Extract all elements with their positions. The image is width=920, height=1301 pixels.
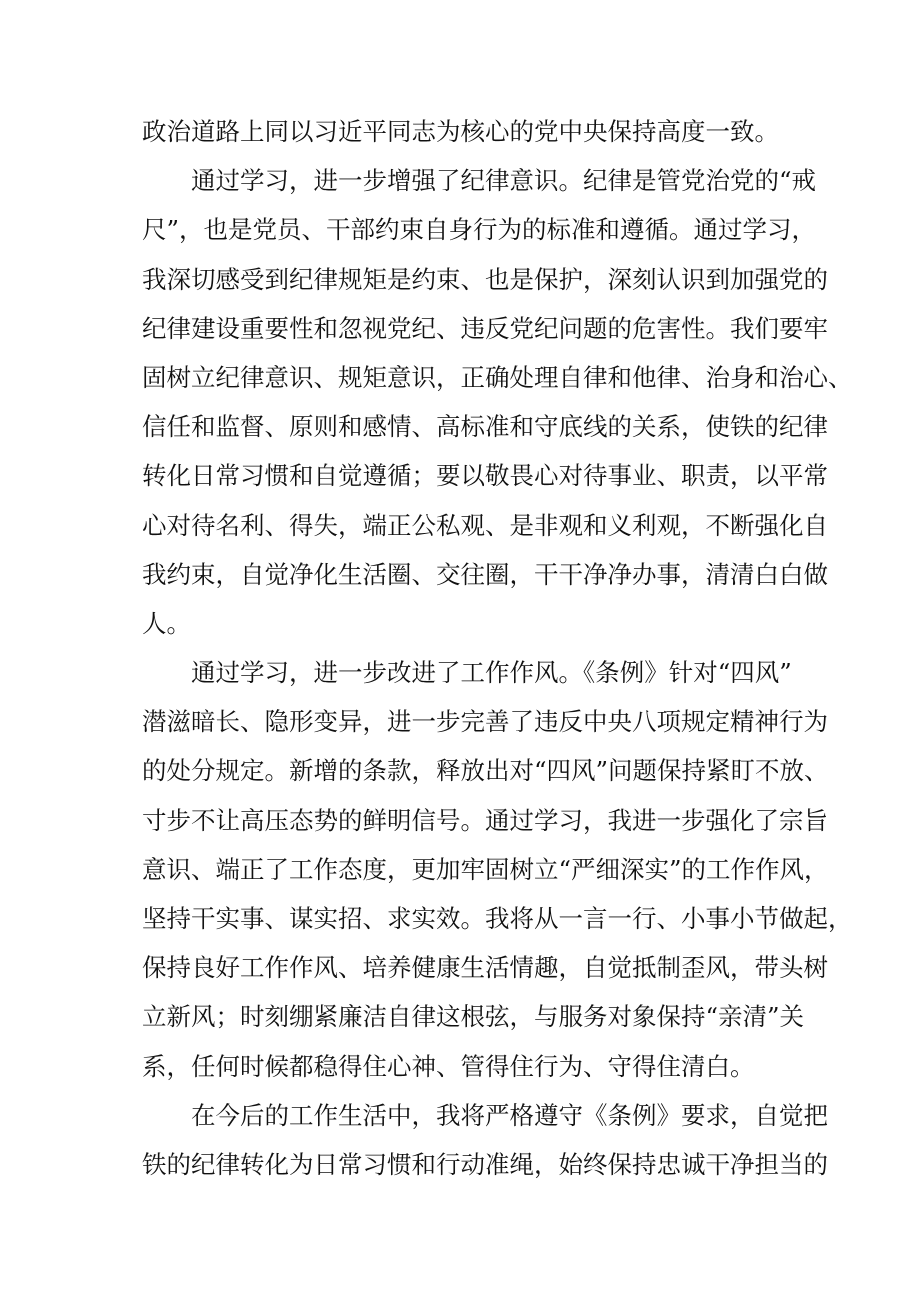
paragraph-line: 固树立纪律意识、规矩意识，正确处理自律和他律、治身和治心、 [142, 362, 853, 392]
paragraph-line: 通过学习，进一步改进了工作作风。《条例》针对“四风” [191, 658, 792, 688]
paragraph-line: 政治道路上同以习近平同志为核心的党中央保持高度一致。 [142, 117, 779, 146]
paragraph-line: 系，任何时候都稳得住心神、管得住行为、守得住清白。 [142, 1051, 755, 1081]
paragraph-line: 转化日常习惯和自觉遵循；要以敬畏心对待事业、职责，以平常 [142, 461, 828, 491]
paragraph-line: 保持良好工作作风、培养健康生活情趣，自觉抵制歪风，带头树 [142, 953, 828, 983]
paragraph-line: 潜滋暗长、隐形变异，进一步完善了违反中央八项规定精神行为 [142, 707, 828, 737]
paragraph-line: 坚持干实事、谋实招、求实效。我将从一言一行、小事小节做起， [142, 904, 853, 933]
document-body [142, 107, 853, 1189]
paragraph-line: 人。 [142, 608, 191, 638]
paragraph-line: 寸步不让高压态势的鲜明信号。通过学习，我进一步强化了宗旨 [142, 805, 828, 835]
paragraph-line: 意识、端正了工作态度，更加牢固树立“严细深实”的工作作风， [142, 854, 829, 884]
paragraph-line: 纪律建设重要性和忽视党纪、违反党纪问题的危害性。我们要牢 [142, 313, 828, 343]
paragraph-line: 在今后的工作生活中，我将严格遵守《条例》要求，自觉把 [191, 1100, 828, 1130]
paragraph-line: 铁的纪律转化为日常习惯和行动准绳，始终保持忠诚干净担当的 [142, 1149, 828, 1179]
paragraph-line: 信任和监督、原则和感情、高标准和守底线的关系，使铁的纪律 [142, 412, 828, 442]
paragraph-line: 我深切感受到纪律规矩是约束、也是保护，深刻认识到加强党的 [142, 264, 828, 294]
paragraph-line: 心对待名利、得失，端正公私观、是非观和义利观，不断强化自 [142, 510, 828, 540]
paragraph-line: 我约束，自觉净化生活圈、交往圈，干干净净办事，清清白白做 [142, 559, 828, 589]
paragraph-line: 尺”，也是党员、干部约束自身行为的标准和遵循。通过学习， [142, 215, 817, 245]
paragraph-line: 的处分规定。新增的条款，释放出对“四风”问题保持紧盯不放、 [142, 756, 829, 786]
paragraph-line: 通过学习，进一步增强了纪律意识。纪律是管党治党的“戒 [191, 166, 817, 196]
paragraph-line: 立新风；时刻绷紧廉洁自律这根弦，与服务对象保持“亲清”关 [142, 1002, 805, 1032]
